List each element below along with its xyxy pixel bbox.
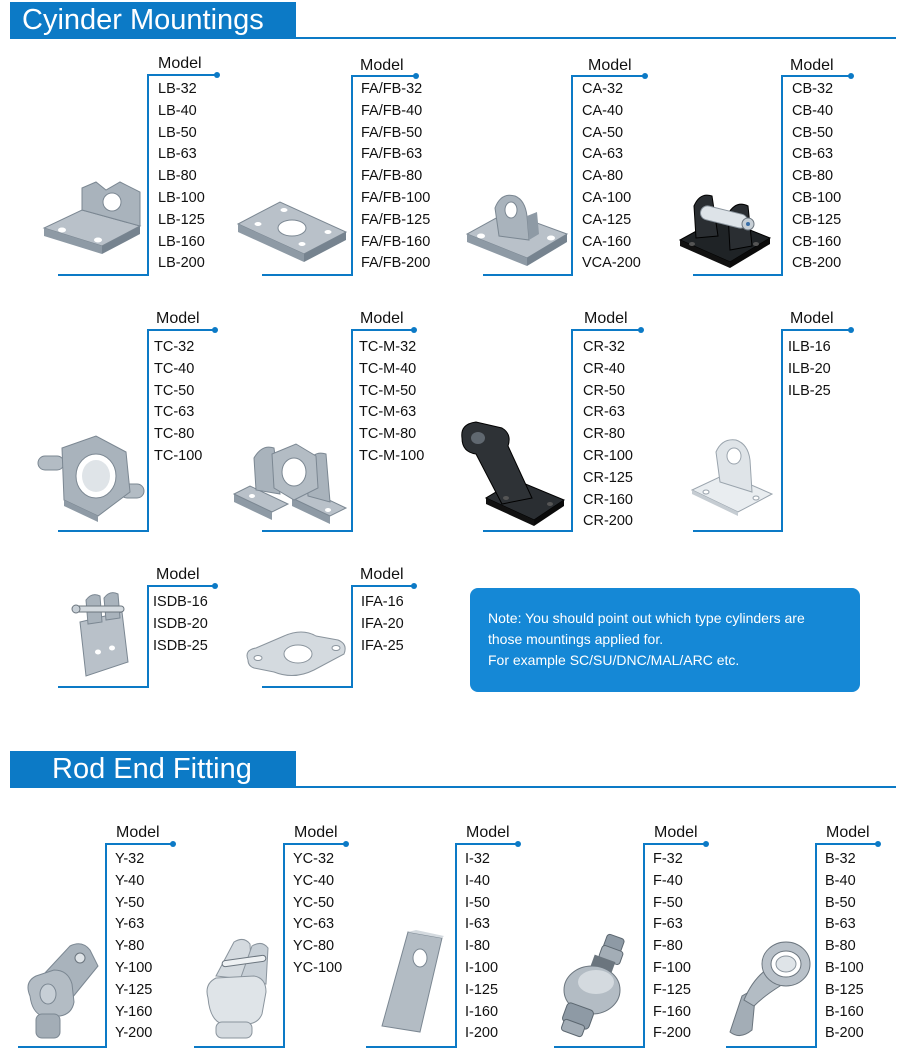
- model-item: LB-32: [158, 81, 197, 97]
- model-item: CR-32: [583, 339, 625, 355]
- model-item: CA-40: [582, 102, 624, 119]
- model-heading: Model: [156, 566, 200, 583]
- model-item: TC-M-80: [359, 426, 417, 443]
- model-list: [153, 592, 208, 657]
- model-list: [158, 79, 205, 275]
- model-item: FA/FB-32: [361, 81, 423, 97]
- isdb-clevis-bracket-icon: [66, 592, 140, 682]
- model-heading: Model: [360, 57, 404, 74]
- model-item: ISDB-25: [153, 637, 208, 654]
- bracket-base: [262, 530, 353, 532]
- model-item: I-100: [465, 959, 499, 976]
- model-item: Y-100: [115, 959, 153, 976]
- model-item: B-50: [825, 894, 856, 911]
- model-item: CA-160: [582, 233, 632, 250]
- model-item: I-40: [465, 872, 490, 889]
- bracket-line: [571, 329, 573, 532]
- model-item: TC-M-32: [359, 339, 417, 355]
- model-list: [293, 849, 342, 980]
- heading-dot: [411, 583, 417, 589]
- model-item: CR-200: [583, 513, 633, 530]
- model-heading: Model: [790, 57, 834, 74]
- model-item: FA/FB-63: [361, 146, 423, 163]
- heading-dot: [875, 841, 881, 847]
- model-item: I-125: [465, 981, 499, 998]
- rod-end-section-title: Rod End Fitting: [52, 753, 252, 785]
- heading-dot: [848, 73, 854, 79]
- heading-underline: [782, 329, 852, 331]
- model-item: LB-125: [158, 211, 205, 228]
- model-item: CA-63: [582, 146, 624, 163]
- bracket-base: [693, 530, 783, 532]
- heading-dot: [638, 327, 644, 333]
- model-item: Y-50: [115, 894, 145, 911]
- model-item: CA-50: [582, 124, 624, 141]
- heading-underline: [352, 75, 418, 77]
- model-item: I-63: [465, 916, 490, 933]
- model-item: YC-63: [293, 916, 335, 933]
- bracket-base: [194, 1046, 285, 1048]
- bracket-base: [693, 274, 783, 276]
- model-item: Y-63: [115, 916, 145, 933]
- y-knuckle-joint-icon: [24, 936, 100, 1040]
- heading-underline: [572, 75, 646, 77]
- model-item: Y-125: [115, 981, 153, 998]
- model-item: F-80: [653, 938, 683, 955]
- model-item: YC-100: [293, 959, 343, 976]
- tc-trunnion-icon: [36, 430, 146, 522]
- bracket-line: [815, 843, 817, 1048]
- heading-underline: [106, 843, 174, 845]
- model-item: CR-40: [583, 360, 625, 377]
- model-item: CR-125: [583, 469, 633, 486]
- model-list: [583, 337, 633, 533]
- model-item: CA-32: [582, 81, 624, 97]
- heading-underline: [782, 75, 852, 77]
- model-item: B-200: [825, 1025, 864, 1042]
- model-item: FA/FB-100: [361, 189, 431, 206]
- bracket-base: [262, 274, 353, 276]
- model-item: CR-50: [583, 382, 625, 399]
- heading-dot: [170, 841, 176, 847]
- f-floating-joint-icon: [556, 932, 640, 1038]
- model-item: YC-80: [293, 938, 335, 955]
- model-item: CB-80: [792, 168, 834, 185]
- bracket-line: [147, 329, 149, 532]
- model-item: YC-32: [293, 851, 335, 867]
- model-item: IFA-25: [361, 637, 404, 654]
- heading-underline: [644, 843, 708, 845]
- model-item: Y-80: [115, 938, 145, 955]
- model-item: CB-32: [792, 81, 834, 97]
- model-item: B-40: [825, 872, 856, 889]
- model-list: [361, 79, 430, 275]
- bracket-base: [366, 1046, 457, 1048]
- model-list: [359, 337, 424, 468]
- heading-underline: [148, 585, 216, 587]
- bracket-line: [351, 75, 353, 276]
- bracket-line: [643, 843, 645, 1048]
- model-item: Y-200: [115, 1025, 153, 1042]
- model-item: B-32: [825, 851, 856, 867]
- bracket-base: [726, 1046, 817, 1048]
- model-heading: Model: [156, 310, 200, 327]
- bracket-base: [483, 274, 573, 276]
- model-item: LB-160: [158, 233, 205, 250]
- bracket-line: [147, 585, 149, 688]
- model-item: ILB-20: [788, 360, 831, 377]
- bracket-line: [571, 75, 573, 276]
- model-item: CA-80: [582, 168, 624, 185]
- model-heading: Model: [158, 55, 202, 72]
- mountings-header-line: [296, 37, 896, 39]
- model-item: TC-M-50: [359, 382, 417, 399]
- note-line-3: For example SC/SU/DNC/MAL/ARC etc.: [488, 652, 740, 668]
- model-item: F-32: [653, 851, 683, 867]
- model-item: F-63: [653, 916, 683, 933]
- fa-fb-flange-plate-icon: [236, 196, 348, 270]
- model-item: YC-40: [293, 872, 335, 889]
- model-list: [582, 79, 641, 275]
- model-item: CR-80: [583, 426, 625, 443]
- model-item: B-100: [825, 959, 864, 976]
- bracket-base: [18, 1046, 107, 1048]
- model-item: I-160: [465, 1003, 499, 1020]
- mountings-section-title: Cyinder Mountings: [22, 4, 264, 36]
- model-item: I-80: [465, 938, 490, 955]
- model-item: Y-40: [115, 872, 145, 889]
- lb-foot-bracket-icon: [40, 180, 144, 260]
- model-item: FA/FB-200: [361, 255, 431, 272]
- model-item: B-80: [825, 938, 856, 955]
- model-list: [792, 79, 841, 275]
- bracket-base: [554, 1046, 645, 1048]
- model-item: CA-100: [582, 189, 632, 206]
- model-item: TC-63: [154, 404, 195, 421]
- model-item: FA/FB-50: [361, 124, 423, 141]
- note-line-1: Note: You should point out which type cylinders are: [488, 610, 805, 626]
- model-item: F-40: [653, 872, 683, 889]
- bracket-base: [58, 530, 149, 532]
- model-item: CA-125: [582, 211, 632, 228]
- bracket-base: [262, 686, 353, 688]
- model-heading: Model: [584, 310, 628, 327]
- heading-underline: [456, 843, 520, 845]
- ifa-flange-icon: [244, 626, 348, 682]
- model-item: VCA-200: [582, 255, 641, 272]
- model-item: TC-40: [154, 360, 195, 377]
- model-heading: Model: [790, 310, 834, 327]
- model-item: CB-40: [792, 102, 834, 119]
- bracket-line: [351, 329, 353, 532]
- model-item: FA/FB-160: [361, 233, 431, 250]
- model-list: [788, 337, 831, 402]
- model-item: F-160: [653, 1003, 691, 1020]
- model-item: ILB-25: [788, 382, 831, 399]
- heading-dot: [642, 73, 648, 79]
- bracket-base: [483, 530, 573, 532]
- model-item: TC-32: [154, 339, 195, 355]
- model-item: CB-100: [792, 189, 842, 206]
- model-item: LB-80: [158, 168, 197, 185]
- bracket-line: [781, 329, 783, 532]
- model-list: [115, 849, 152, 1045]
- model-item: YC-50: [293, 894, 335, 911]
- heading-dot: [343, 841, 349, 847]
- model-item: TC-80: [154, 426, 195, 443]
- model-item: LB-50: [158, 124, 197, 141]
- model-item: CR-160: [583, 491, 633, 508]
- model-item: F-50: [653, 894, 683, 911]
- heading-underline: [816, 843, 880, 845]
- b-rod-eye-icon: [724, 936, 812, 1040]
- ilb-bracket-icon: [690, 436, 774, 522]
- model-item: TC-M-63: [359, 404, 417, 421]
- model-item: TC-M-40: [359, 360, 417, 377]
- rod-end-header-line: [296, 786, 896, 788]
- bracket-line: [283, 843, 285, 1048]
- model-item: Y-160: [115, 1003, 153, 1020]
- bracket-line: [455, 843, 457, 1048]
- model-heading: Model: [654, 824, 698, 841]
- model-item: I-200: [465, 1025, 499, 1042]
- heading-underline: [352, 585, 416, 587]
- note-line-2: those mountings applied for.: [488, 631, 664, 647]
- model-item: CB-125: [792, 211, 842, 228]
- model-item: CR-100: [583, 447, 633, 464]
- model-item: FA/FB-125: [361, 211, 431, 228]
- yc-clevis-icon: [200, 936, 278, 1040]
- bracket-line: [105, 843, 107, 1048]
- model-item: B-125: [825, 981, 864, 998]
- model-list: [465, 849, 498, 1045]
- model-item: CB-200: [792, 255, 842, 272]
- i-single-eye-icon: [376, 928, 446, 1038]
- heading-dot: [515, 841, 521, 847]
- model-heading: Model: [466, 824, 510, 841]
- heading-dot: [212, 327, 218, 333]
- model-item: CR-63: [583, 404, 625, 421]
- heading-underline: [148, 329, 216, 331]
- cb-double-clevis-icon: [678, 184, 772, 270]
- model-heading: Model: [826, 824, 870, 841]
- heading-underline: [572, 329, 642, 331]
- model-item: B-63: [825, 916, 856, 933]
- model-list: [825, 849, 864, 1045]
- model-list: [653, 849, 691, 1045]
- model-heading: Model: [588, 57, 632, 74]
- model-heading: Model: [360, 566, 404, 583]
- heading-dot: [411, 327, 417, 333]
- model-item: ISDB-20: [153, 615, 208, 632]
- model-item: ISDB-16: [153, 594, 208, 610]
- model-item: ILB-16: [788, 339, 831, 355]
- model-item: F-200: [653, 1025, 691, 1042]
- heading-underline: [148, 74, 218, 76]
- model-item: LB-40: [158, 102, 197, 119]
- bracket-line: [147, 74, 149, 276]
- model-item: F-100: [653, 959, 691, 976]
- bracket-line: [781, 75, 783, 276]
- model-item: FA/FB-80: [361, 168, 423, 185]
- model-list: [154, 337, 202, 468]
- model-item: Y-32: [115, 851, 145, 867]
- model-item: IFA-20: [361, 615, 404, 632]
- note-box: [470, 588, 860, 692]
- model-item: LB-200: [158, 255, 205, 272]
- model-item: TC-100: [154, 447, 203, 464]
- cr-angle-bracket-icon: [458, 420, 566, 526]
- model-item: TC-50: [154, 382, 195, 399]
- heading-dot: [214, 72, 220, 78]
- model-item: I-32: [465, 851, 490, 867]
- model-heading: Model: [116, 824, 160, 841]
- heading-underline: [352, 329, 416, 331]
- model-item: CB-63: [792, 146, 834, 163]
- model-item: CB-50: [792, 124, 834, 141]
- heading-dot: [212, 583, 218, 589]
- model-heading: Model: [360, 310, 404, 327]
- model-item: FA/FB-40: [361, 102, 423, 119]
- heading-underline: [284, 843, 348, 845]
- ca-single-clevis-icon: [465, 190, 569, 270]
- model-item: IFA-16: [361, 594, 404, 610]
- model-item: LB-63: [158, 146, 197, 163]
- tc-m-trunnion-support-icon: [232, 436, 348, 526]
- bracket-base: [58, 686, 149, 688]
- heading-dot: [703, 841, 709, 847]
- model-item: F-125: [653, 981, 691, 998]
- model-item: B-160: [825, 1003, 864, 1020]
- model-list: [361, 592, 404, 657]
- heading-dot: [848, 327, 854, 333]
- bracket-base: [58, 274, 149, 276]
- model-item: I-50: [465, 894, 490, 911]
- model-item: LB-100: [158, 189, 205, 206]
- model-item: CB-160: [792, 233, 842, 250]
- model-item: TC-M-100: [359, 447, 425, 464]
- bracket-line: [351, 585, 353, 688]
- model-heading: Model: [294, 824, 338, 841]
